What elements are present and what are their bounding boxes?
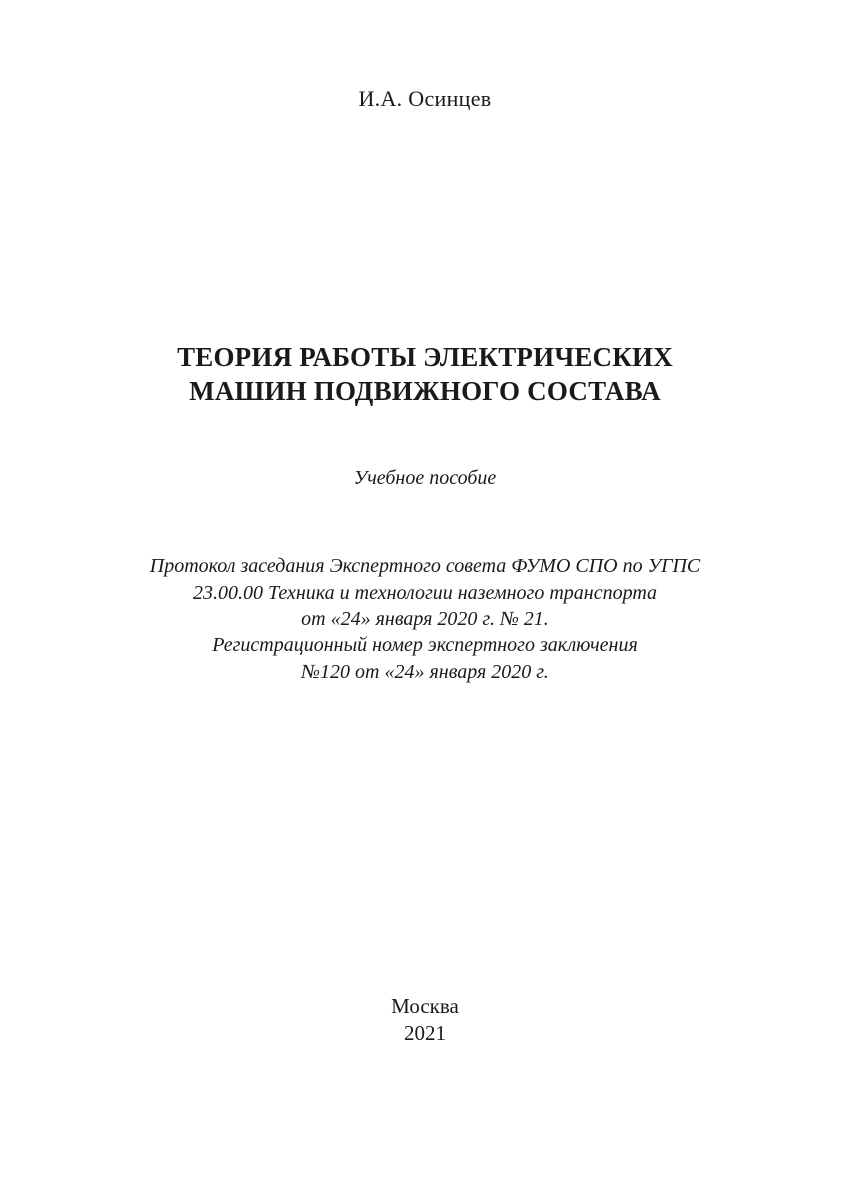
book-subtitle: Учебное пособие xyxy=(353,467,497,489)
protocol-line-1: Протокол заседания Экспертного совета ФУМО СПО по УГПС xyxy=(149,555,701,577)
protocol-line-3: от «24» января 2020 г. № 21. xyxy=(301,608,549,630)
protocol-line-5: №120 от «24» января 2020 г. xyxy=(301,661,549,683)
protocol-line-4: Регистрационный номер экспертного заключения xyxy=(212,634,638,656)
book-title-line-2: МАШИН ПОДВИЖНОГО СОСТАВА xyxy=(189,376,661,406)
author-name: И.А. Осинцев xyxy=(358,86,492,111)
imprint-city: Москва xyxy=(391,994,459,1018)
protocol-line-2: 23.00.00 Техника и технологии наземного транспорта xyxy=(192,582,658,604)
book-title-line-1: ТЕОРИЯ РАБОТЫ ЭЛЕКТРИЧЕСКИХ xyxy=(177,342,673,372)
imprint-year: 2021 xyxy=(404,1021,446,1045)
